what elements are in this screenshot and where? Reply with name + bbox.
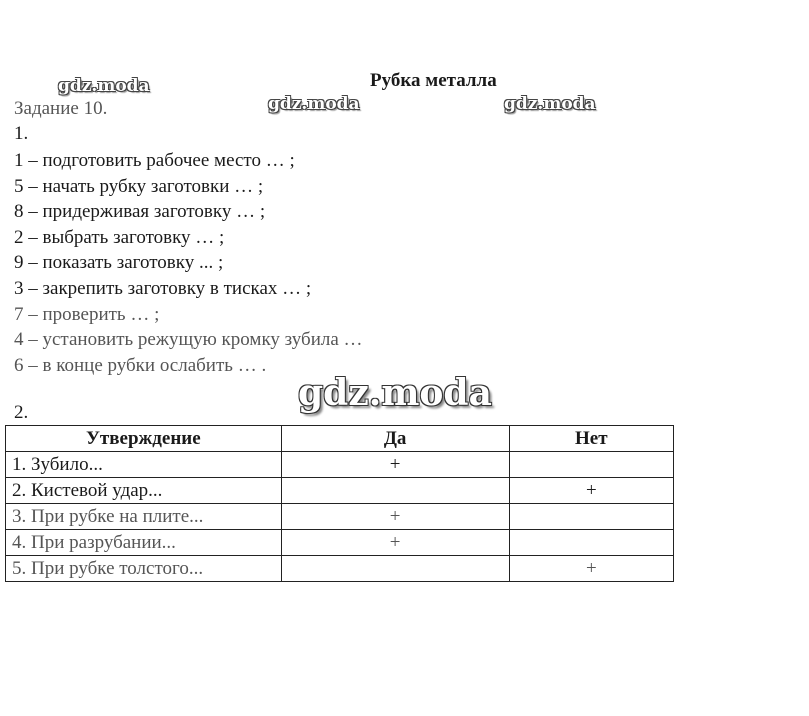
yes-cell: + — [281, 530, 509, 556]
yes-cell: + — [281, 504, 509, 530]
yes-cell — [281, 556, 509, 582]
no-cell: + — [509, 478, 673, 504]
statement-cell: 3. При рубке на плите... — [6, 504, 282, 530]
list-item: 3 – закрепить заготовку в тисках … ; — [14, 277, 312, 299]
list-item: 8 – придерживая заготовку … ; — [14, 201, 266, 223]
list-item: 2 – выбрать заготовку … ; — [14, 226, 225, 248]
answers-table — [5, 425, 674, 582]
statement-cell: 1. Зубило... — [6, 452, 282, 478]
column-header-statement: Утверждение — [6, 426, 282, 452]
column-header-no: Нет — [509, 426, 673, 452]
column-header-yes: Да — [281, 426, 509, 452]
section-1-number: 1. — [14, 123, 29, 144]
table-row — [6, 530, 674, 556]
table-row — [6, 478, 674, 504]
list-item: 7 – проверить … ; — [14, 303, 160, 325]
list-item: 1 – подготовить рабочее место … ; — [14, 150, 295, 171]
watermark: gdz.moda — [298, 372, 492, 414]
table-row — [6, 452, 674, 478]
watermark: gdz.moda — [58, 76, 150, 96]
list-item: 9 – показать заготовку ... ; — [14, 252, 224, 274]
yes-cell: + — [281, 452, 509, 478]
watermark: gdz.moda — [268, 94, 360, 114]
watermark: gdz.moda — [504, 94, 596, 114]
list-item: 4 – установить режущую кромку зубила … — [14, 329, 363, 351]
no-cell — [509, 530, 673, 556]
statement-cell: 2. Кистевой удар... — [6, 478, 282, 504]
table-header-row — [6, 426, 674, 452]
steps-list — [14, 148, 363, 378]
task-header: Задание 10. — [14, 98, 108, 119]
yes-cell — [281, 478, 509, 504]
table-row — [6, 556, 674, 582]
statement-cell: 4. При разрубании... — [6, 530, 282, 556]
no-cell — [509, 504, 673, 530]
list-item: 5 – начать рубку заготовки … ; — [14, 175, 264, 197]
page-title: Рубка металла — [370, 70, 497, 91]
table-row — [6, 504, 674, 530]
no-cell: + — [509, 556, 673, 582]
section-2-number: 2. — [14, 402, 29, 423]
no-cell — [509, 452, 673, 478]
list-item: 6 – в конце рубки ослабить … . — [14, 354, 267, 376]
statement-cell: 5. При рубке толстого... — [6, 556, 282, 582]
